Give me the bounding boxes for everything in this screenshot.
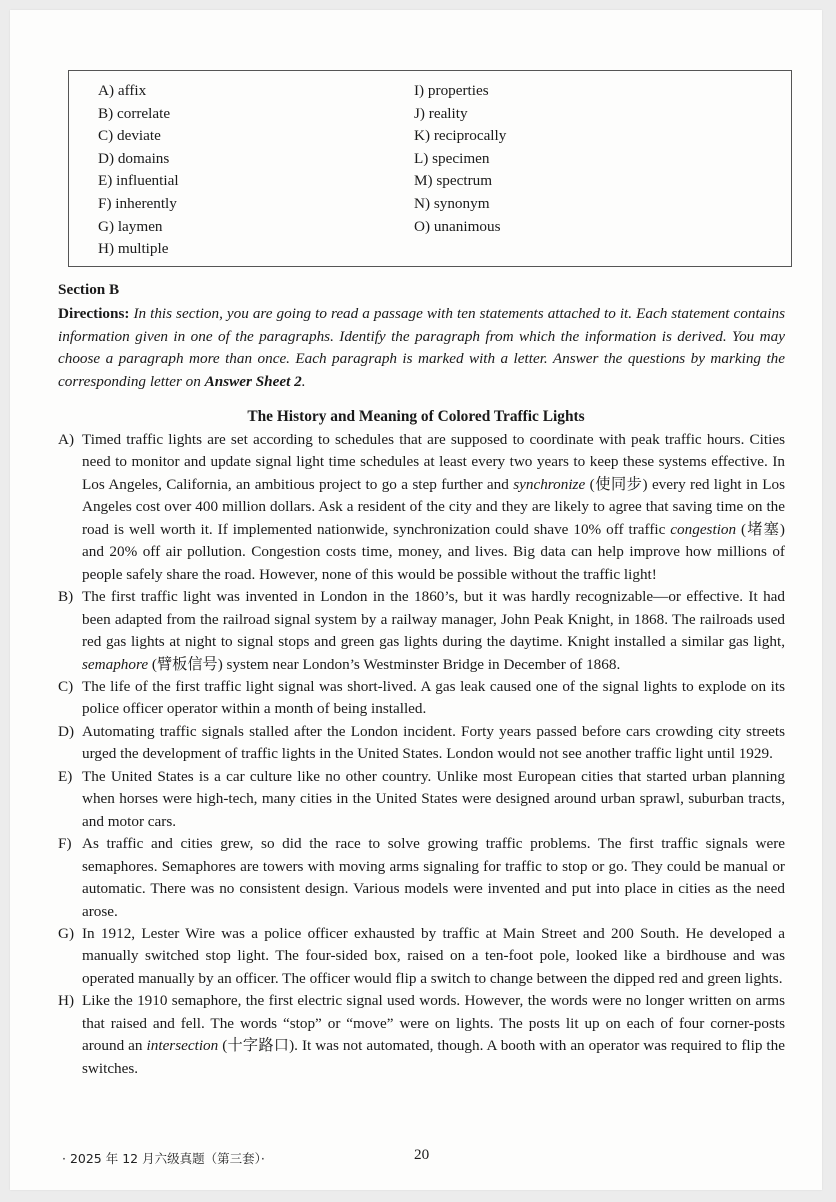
paragraph-segment: The life of the first traffic light signal was short-lived. A gas leak caused one of the signal lights to explode on its police officer operator within a month of being installed. <box>82 677 785 718</box>
word-bank-box <box>68 70 792 267</box>
word-option: F) inherently <box>98 194 177 212</box>
paragraph-segment: In 1912, Lester Wire was a police officer exhausted by traffic at Main Street and 200 South. He developed a manually switched stop light. The four-sided box, raised on a ten-foot pole, looked like a birdhouse and was operated manually by an officer. The officer would flip a switch to change between the dipped red and green lights. <box>82 924 785 987</box>
paragraph-text <box>82 833 785 923</box>
glossed-term: congestion <box>670 520 737 538</box>
word-option: M) spectrum <box>414 172 493 190</box>
paragraph-letter: E) <box>58 767 73 785</box>
passage-paragraphs <box>58 429 785 1080</box>
word-option: G) laymen <box>98 217 163 235</box>
paragraph-text <box>82 429 785 586</box>
word-bank-left-column <box>98 80 179 261</box>
paragraph-text <box>82 676 785 721</box>
paragraph-segment: As traffic and cities grew, so did the race to solve growing traffic problems. The first traffic signals were semaphores. Semaphores are towers with moving arms signaling for traffic to stop or go. They could be manual or automatic. There was no consistent design. Various models were invented and put into place in cities as the need arose. <box>82 835 785 920</box>
paragraph-letter: F) <box>58 835 72 853</box>
glossed-term: intersection <box>146 1037 219 1055</box>
paragraph-segment: (十字路口). It was not automated, though. A booth with an operator was required to flip the switches. <box>82 1037 785 1077</box>
word-option: L) specimen <box>414 149 490 167</box>
passage-paragraph <box>58 833 785 923</box>
paragraph-segment: Timed traffic lights are set according to schedules that are supposed to coordinate with peak traffic hours. Cities need to monitor and update signal light time schedules at least every two years to keep these systems effective. In Los Angeles, California, an ambitious project to go a step further and <box>82 431 785 493</box>
paragraph-text <box>82 990 785 1080</box>
paragraph-segment: Like the 1910 semaphore, the first electric signal used words. However, the words were no longer written on arms that raised and fell. The words “stop” or “move” were on lights. The posts lit up on each of four corner-posts around an <box>82 992 785 1055</box>
paragraph-segment: (使同步) every red light in Los Angeles cost over 400 million dollars. Ask a resident of the city and they are likely to agree that saving time on the road is well worth it. If implemented nationwide, synchronization could shave 10% off traffic <box>82 475 785 538</box>
paragraph-segment: The first traffic light was invented in London in the 1860’s, but it was hardly recognizable—or effective. It had been adapted from the railroad signal system by a railway manager, John Peak Knight, in 1868. The railroads used red gas lights at night to signal stops and green gas lights during the daytime. Knight installed a similar gas light, <box>82 588 785 651</box>
glossed-term: semaphore <box>82 655 149 673</box>
paragraph-segment: (臂板信号) system near London’s Westminster Bridge in December of 1868. <box>148 655 621 673</box>
paragraph-letter: H) <box>58 992 75 1010</box>
word-option: B) correlate <box>98 104 171 122</box>
glossed-term: synchronize <box>513 475 586 493</box>
directions-label: Directions: <box>58 305 130 322</box>
paragraph-letter: D) <box>58 722 75 740</box>
word-option: A) affix <box>98 82 147 99</box>
passage-paragraph <box>58 766 785 833</box>
word-option: J) reality <box>414 104 468 122</box>
section-title: Section B <box>58 281 120 298</box>
word-option: O) unanimous <box>414 217 501 235</box>
directions-end: . <box>301 372 306 390</box>
footer-exam-label: · 2025 年 12 月六级真题（第三套）· <box>62 1151 265 1166</box>
passage-paragraph <box>58 429 785 586</box>
word-bank-right-column <box>414 80 506 238</box>
paragraph-text <box>82 586 785 676</box>
paragraph-letter: G) <box>58 924 75 942</box>
word-option: N) synonym <box>414 194 490 212</box>
passage-title: The History and Meaning of Colored Traffic Lights <box>247 408 585 425</box>
paragraph-letter: C) <box>58 677 74 695</box>
passage-paragraph <box>58 721 785 766</box>
section-directions <box>58 303 785 393</box>
passage-paragraph <box>58 676 785 721</box>
word-option: H) multiple <box>98 240 169 258</box>
exam-page <box>10 10 822 1190</box>
word-option: I) properties <box>414 82 489 99</box>
word-option: D) domains <box>98 149 170 167</box>
paragraph-text <box>82 923 785 990</box>
word-option: C) deviate <box>98 127 161 145</box>
page-number: 20 <box>414 1146 430 1163</box>
paragraph-letter: B) <box>58 588 74 606</box>
paragraph-text <box>82 721 785 766</box>
word-option: K) reciprocally <box>414 127 507 145</box>
passage-paragraph <box>58 990 785 1080</box>
paragraph-segment: The United States is a car culture like no other country. Unlike most European cities that started urban planning when horses were high-tech, many cities in the United States were designed around urban sprawl, suburban tracts, and motor cars. <box>82 767 785 830</box>
paragraph-letter: A) <box>58 431 75 448</box>
passage-paragraph <box>58 923 785 990</box>
paragraph-segment: Automating traffic signals stalled after the London incident. Forty years passed before cars crowding city streets urged the development of traffic lights in the United States. London would not see another traffic light until 1929. <box>82 722 785 763</box>
directions-text: In this section, you are going to read a passage with ten statements attached to it. Each statement contains information given in one of the paragraphs. Identify the paragraph from which the information is derived. You may choose a paragraph more than once. Each paragraph is marked with a letter. Answer the questions by marking the corresponding letter on <box>58 305 785 390</box>
paragraph-segment: (堵塞) and 20% off air pollution. Congestion costs time, money, and lives. Big data can help improve how millions of people safely share the road. However, none of this would be possible without the traffic light! <box>82 520 785 583</box>
paragraph-text <box>82 766 785 833</box>
word-option: E) influential <box>98 172 179 190</box>
passage-paragraph <box>58 586 785 676</box>
answer-sheet-ref: Answer Sheet 2 <box>204 372 302 390</box>
